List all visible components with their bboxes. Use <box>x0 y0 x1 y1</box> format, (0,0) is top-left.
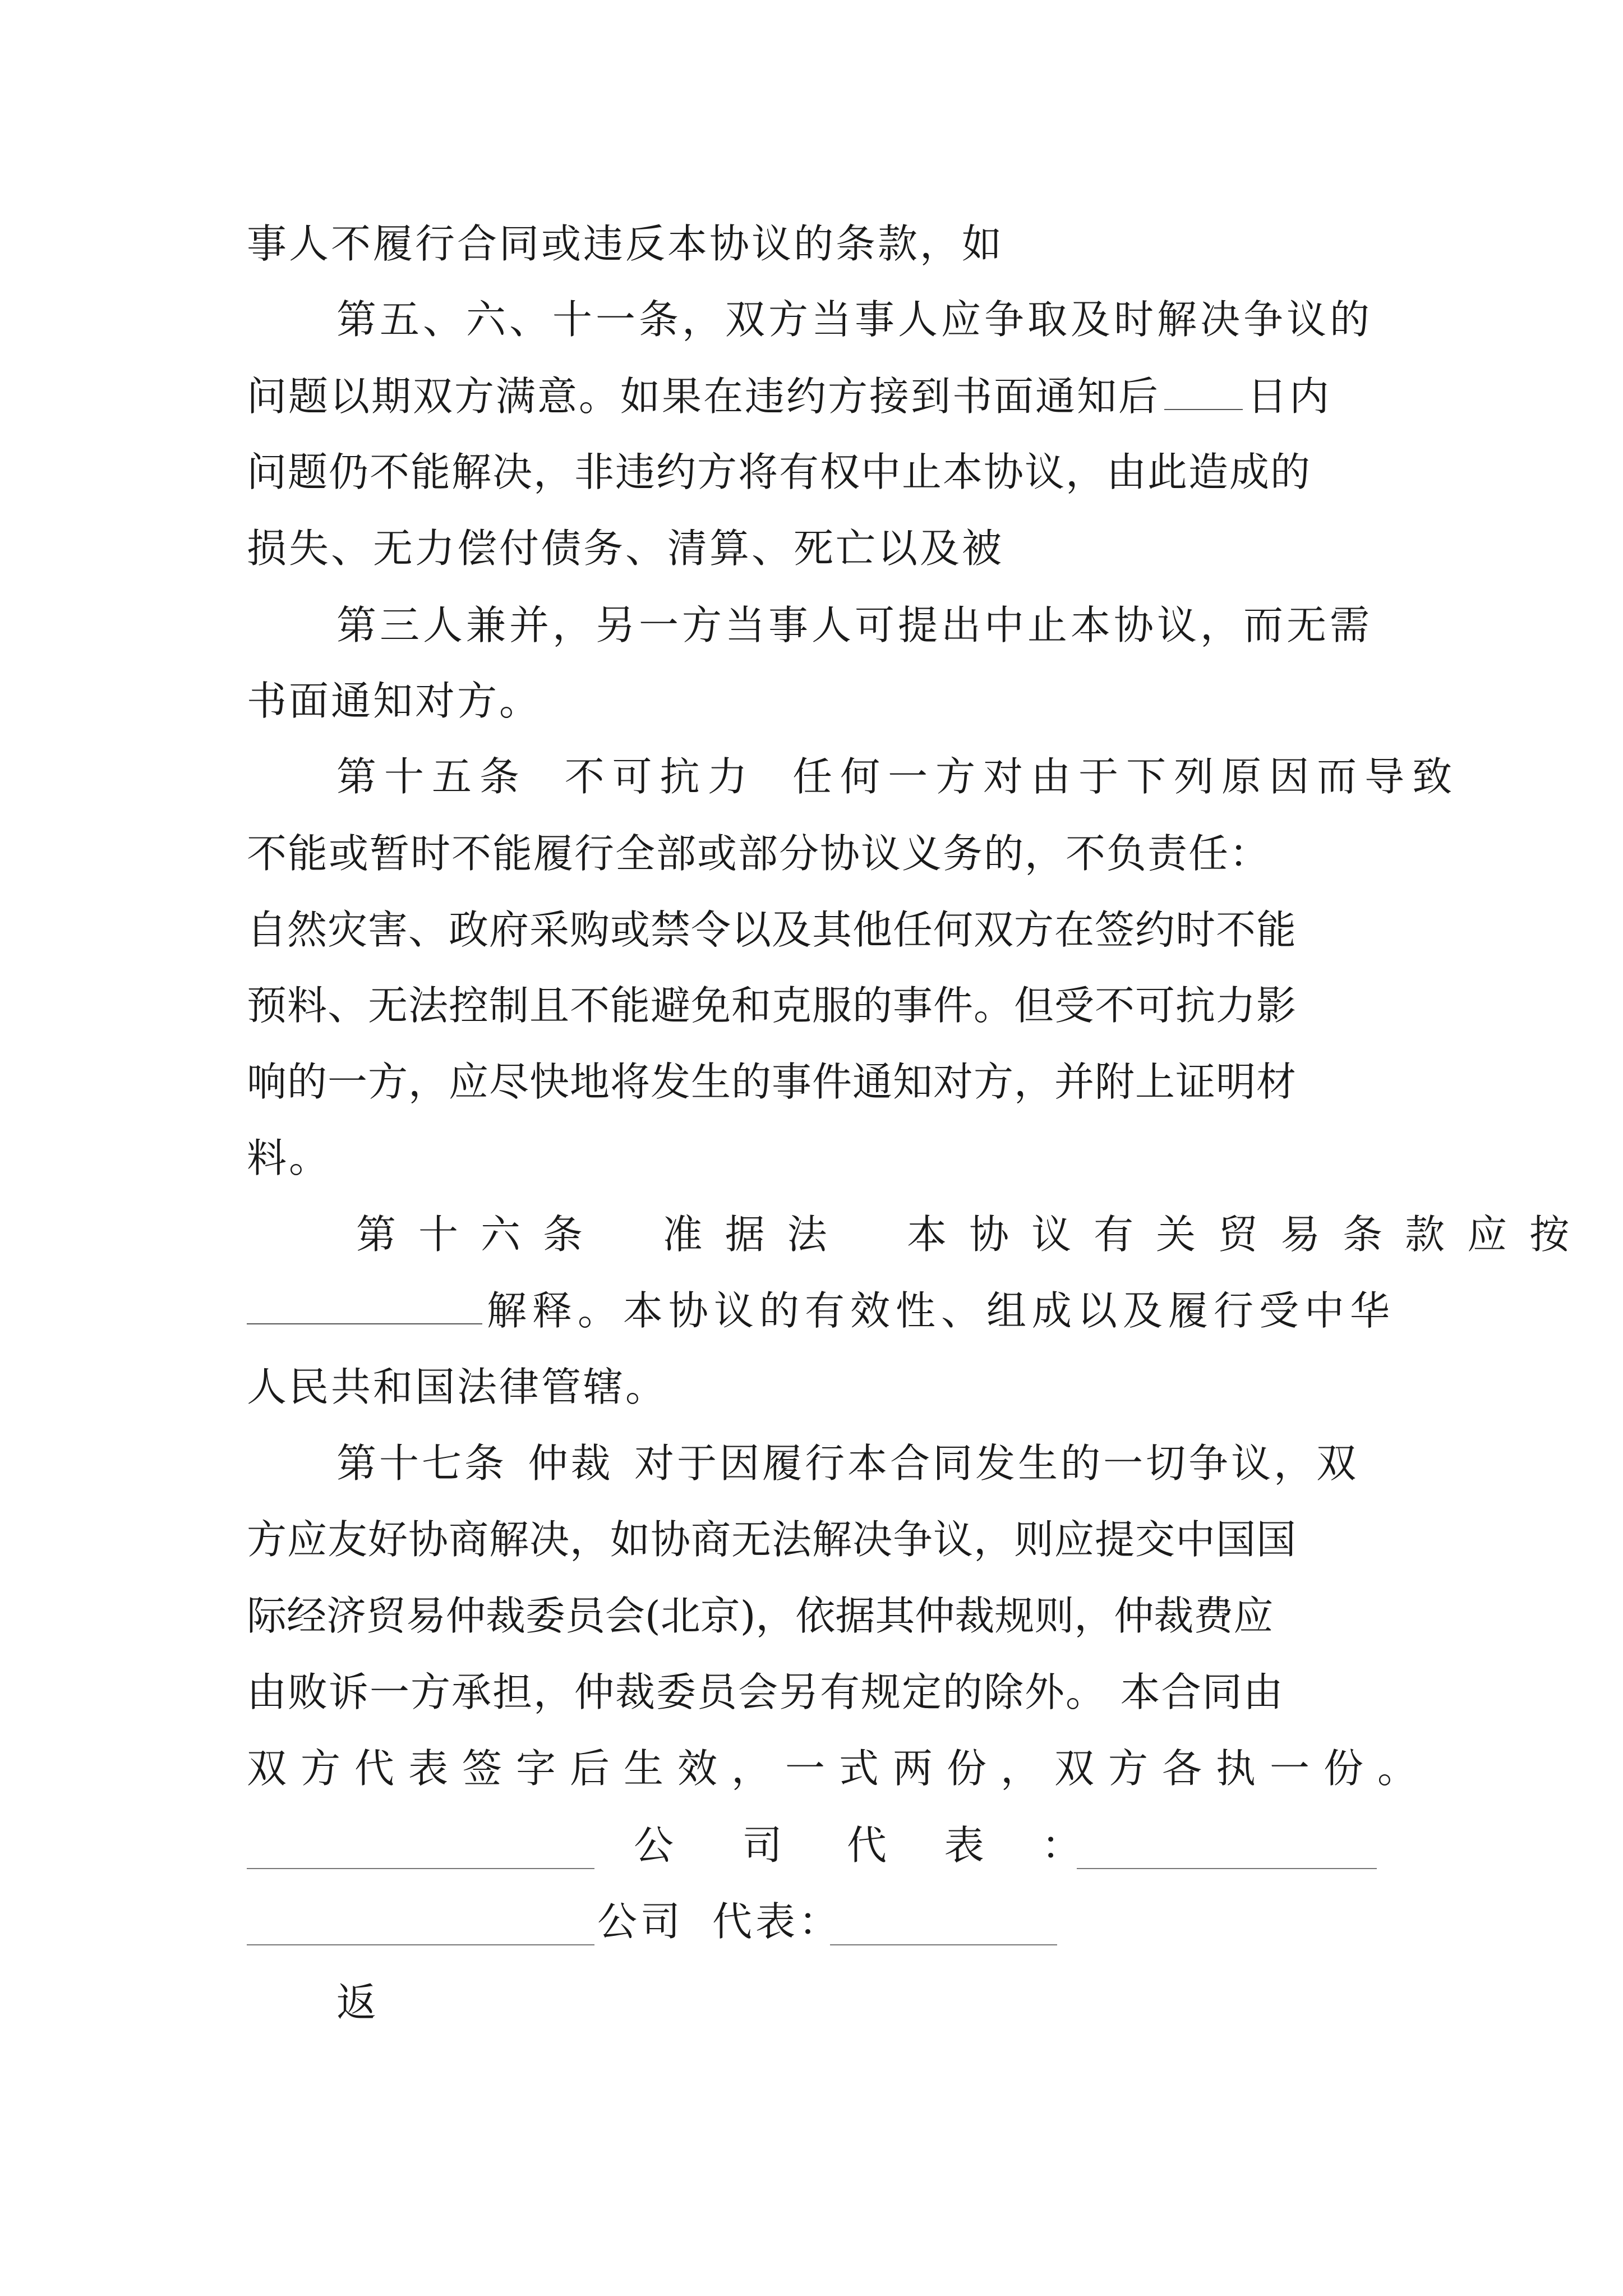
text-line <box>247 439 1377 506</box>
representative-label: 代表： <box>712 1898 842 1945</box>
text-span: 响的一方，应尽快地将发生的事件通知对方，并附上证明材 <box>247 1059 1297 1105</box>
text-line <box>247 896 1377 964</box>
text-span: 由败诉一方承担，仲裁委员会另有规定的除外。 本合同由 <box>247 1669 1284 1715</box>
text-line <box>336 1430 1377 1497</box>
text-line <box>247 1582 1377 1650</box>
text-span: 人民共和国法律管辖。 <box>247 1364 668 1410</box>
text-span: 第十六条 准据法 本协议有关贸易条款应按 <box>356 1211 1592 1258</box>
text-span: 预料、无法控制且不能避免和克服的事件。但受不可抗力影 <box>247 982 1297 1029</box>
company-name-blank[interactable] <box>247 1868 594 1869</box>
text-line <box>247 1506 1377 1573</box>
representative-blank[interactable] <box>830 1944 1057 1945</box>
company-label: 公 司 <box>634 1822 810 1869</box>
signature-row <box>247 1888 1377 1955</box>
text-line <box>247 1659 1377 1726</box>
text-span: 第十五条 不可抗力 任何一方对由于下列原因而导致 <box>336 753 1460 800</box>
text-span: 第十七条 仲裁 对于因履行本合同发生的一切争议，双 <box>336 1440 1359 1487</box>
text-line <box>247 668 1377 735</box>
text-span: 解释。本协议的有效性、组成以及履行受中华 <box>487 1287 1396 1334</box>
text-span: 方应友好协商解决，如协商无法解决争议，则应提交中国国 <box>247 1516 1297 1563</box>
text-span: 双方代表签字后生效，一式两份，双方各执一份。 <box>247 1745 1432 1792</box>
representative-label: 代 表 ： <box>847 1822 1104 1869</box>
text-span: 日内 <box>1247 373 1332 420</box>
text-span: 际经济贸易仲裁委员会(北京)，依据其仲裁规则，仲裁费应 <box>247 1593 1274 1639</box>
text-span: 自然灾害、政府采购或禁令以及其他任何双方在签约时不能 <box>247 907 1297 953</box>
text-span: 事人不履行合同或违反本协议的条款，如 <box>247 220 1004 267</box>
fill-in-blank[interactable] <box>247 1283 482 1324</box>
text-line <box>247 820 1377 887</box>
text-span: 返 <box>336 1979 379 2026</box>
text-span: 不能或暂时不能履行全部或部分协议义务的，不负责任： <box>247 830 1271 877</box>
text-line <box>247 515 1377 582</box>
text-line <box>336 286 1377 353</box>
text-line <box>247 1125 1377 1192</box>
text-span: 第三人兼并，另一方当事人可提出中止本协议，而无需 <box>336 602 1373 648</box>
signature-row <box>247 1812 1377 1879</box>
text-line <box>336 743 1460 811</box>
text-line <box>247 1277 1396 1345</box>
text-line <box>247 1354 1377 1421</box>
text-span: 第五、六、十一条，双方当事人应争取及时解决争议的 <box>336 296 1373 343</box>
text-line <box>247 1048 1377 1116</box>
text-span: 料。 <box>247 1135 331 1181</box>
text-line <box>247 363 1377 430</box>
text-span: 书面通知对方。 <box>247 678 542 724</box>
footer-text <box>336 1969 505 2036</box>
text-span: 损失、无力偿付债务、清算、死亡以及被 <box>247 525 1004 572</box>
text-line <box>356 1201 1592 1268</box>
text-span: 问题以期双方满意。如果在违约方接到书面通知后 <box>247 373 1160 420</box>
representative-blank[interactable] <box>1077 1868 1377 1869</box>
text-line <box>247 1735 1432 1802</box>
company-name-blank[interactable] <box>247 1944 594 1945</box>
text-line <box>336 592 1377 659</box>
text-line <box>247 972 1377 1039</box>
text-line <box>247 210 1377 278</box>
fill-in-blank[interactable] <box>1164 369 1243 410</box>
text-span: 问题仍不能解决，非违约方将有权中止本协议，由此造成的 <box>247 449 1312 495</box>
company-label: 公司 <box>597 1898 684 1945</box>
